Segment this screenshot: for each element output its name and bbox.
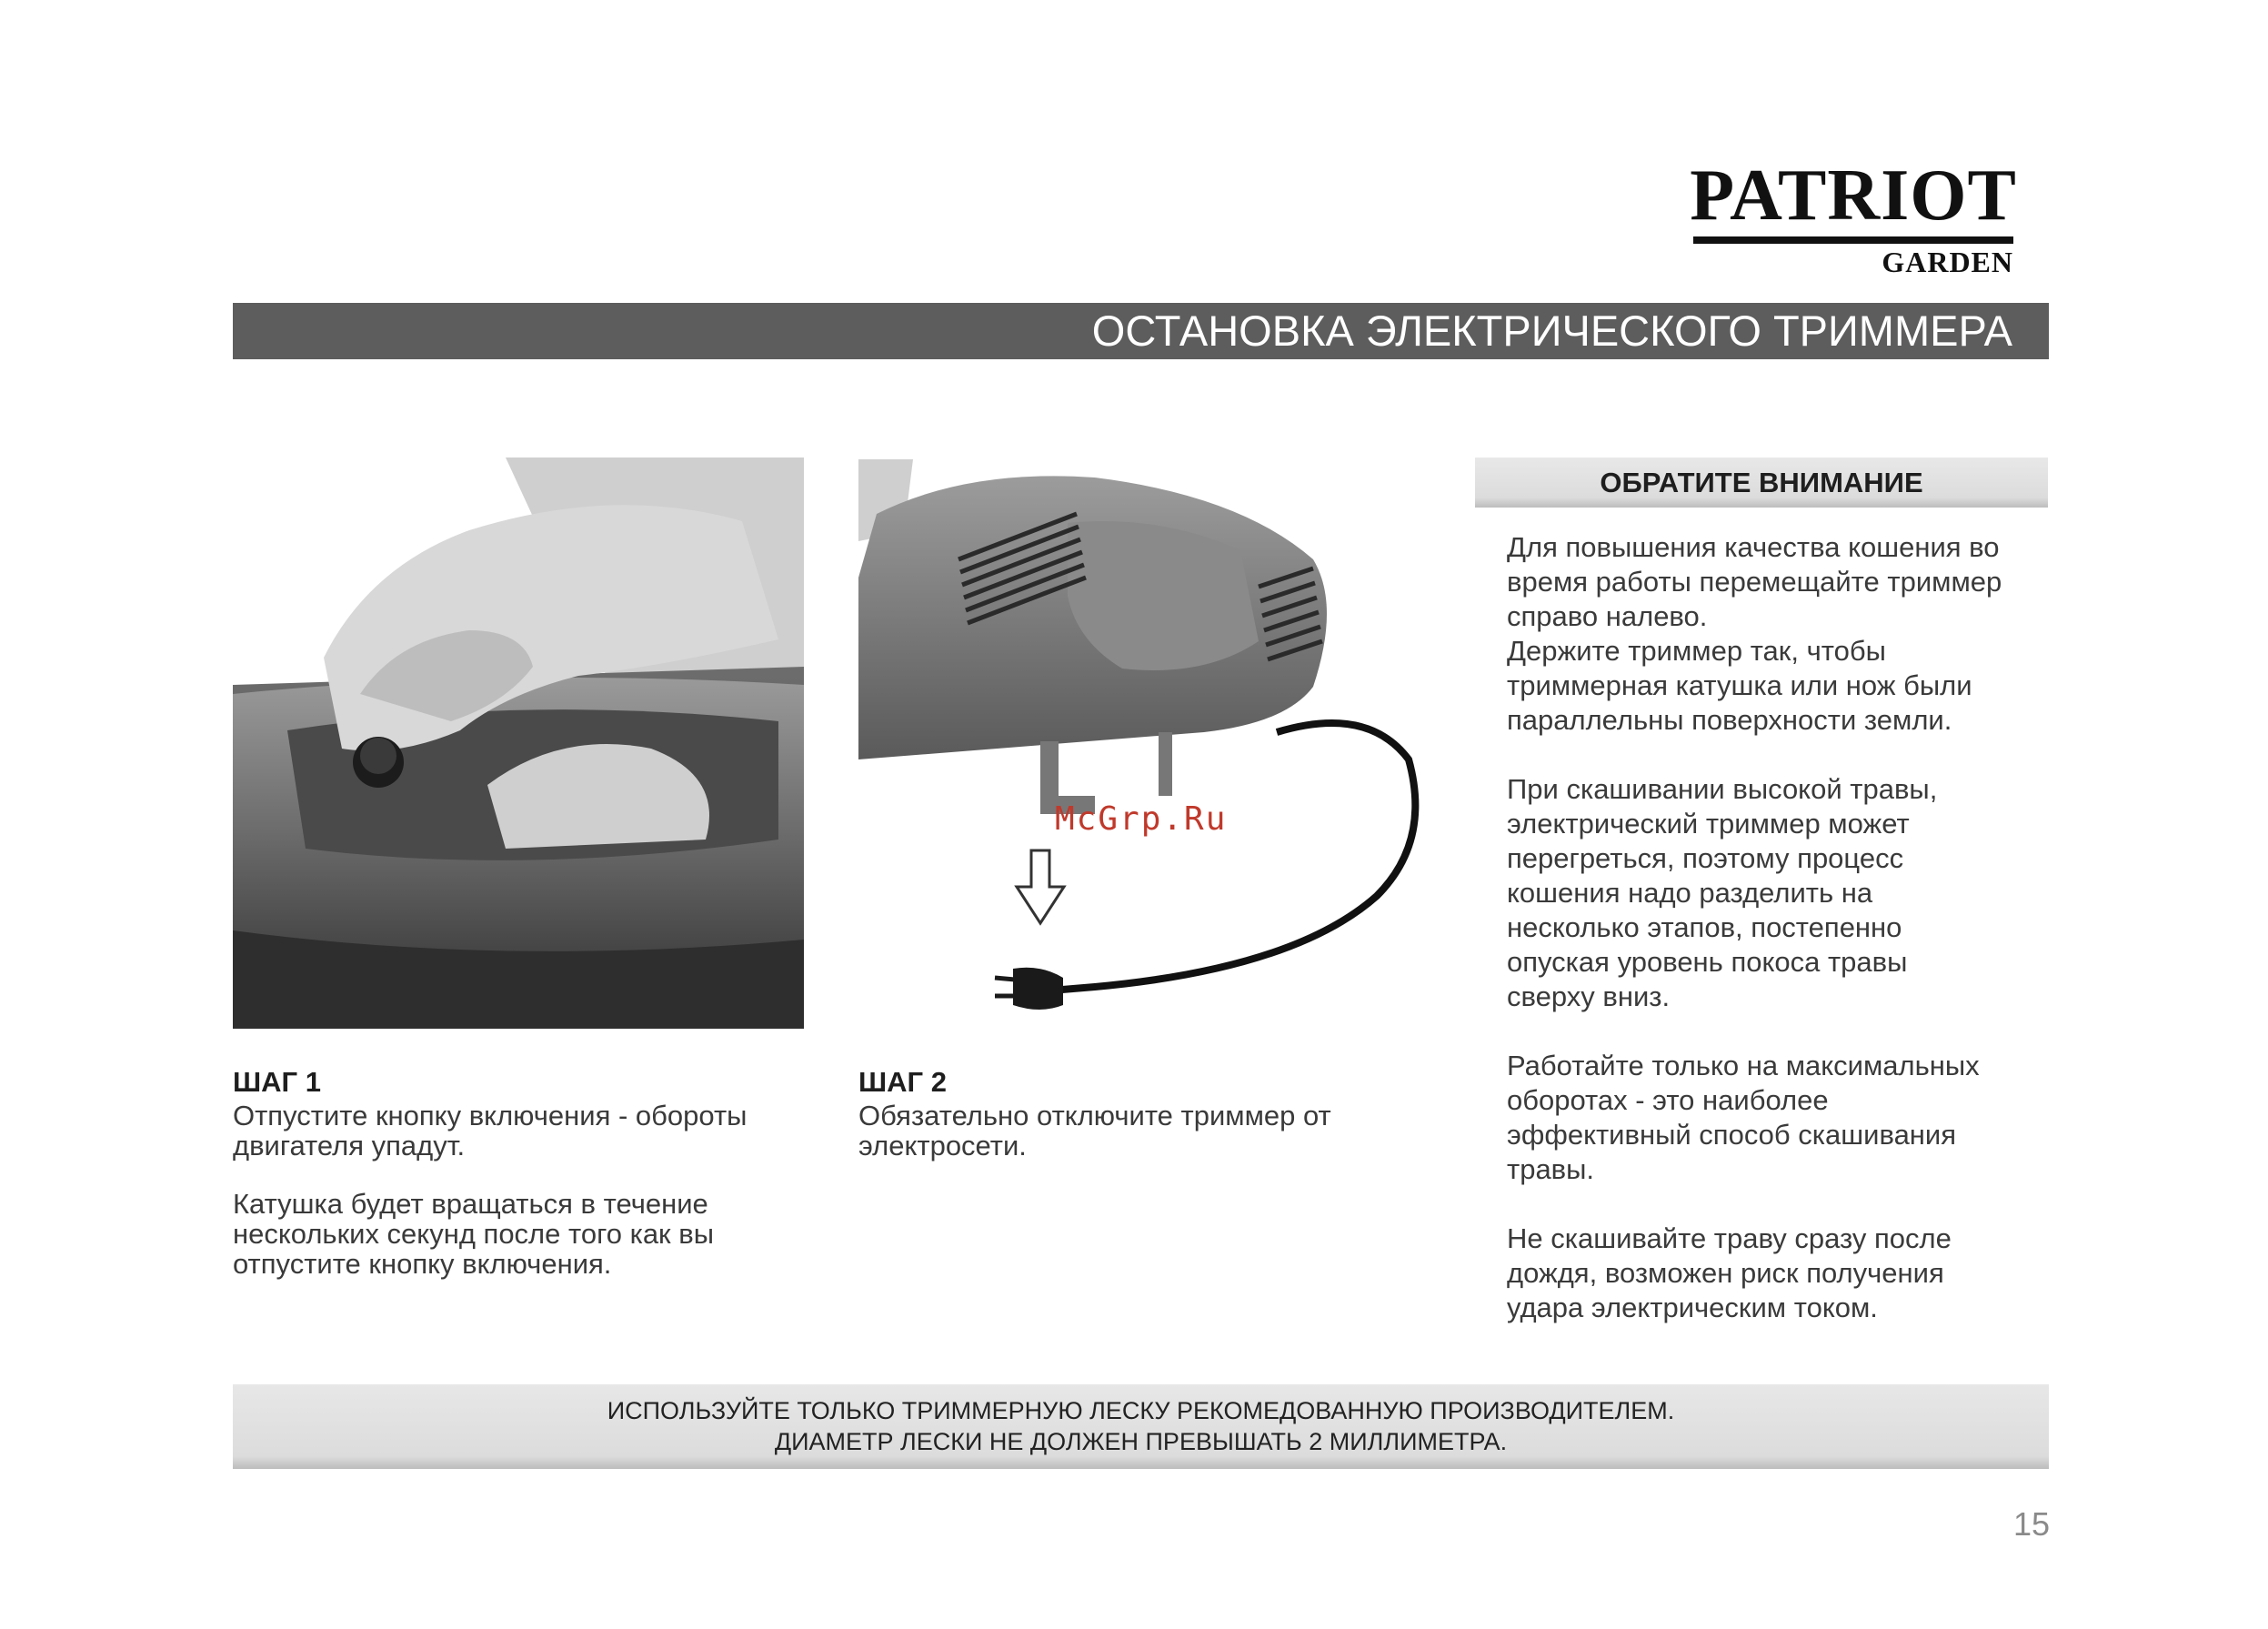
notice-line: несколько этапов, постепенно	[1507, 911, 1902, 943]
step2-text-line: Обязательно отключите триммер от	[858, 1100, 1331, 1131]
notice-line: При скашивании высокой травы,	[1507, 773, 1938, 805]
notice-paragraph-1	[1507, 530, 2052, 738]
notice-line: кошения надо разделить на	[1507, 877, 1873, 909]
notice-line: удара электрическим током.	[1507, 1292, 1878, 1323]
notice-line: Работайте только на максимальных	[1507, 1050, 1980, 1081]
bottom-warning-line-2: ДИАМЕТР ЛЕСКИ НЕ ДОЛЖЕН ПРЕВЫШАТЬ 2 МИЛЛИМЕТРА.	[774, 1428, 1508, 1455]
step2-heading: ШАГ 2	[858, 1066, 947, 1098]
notice-line: травы.	[1507, 1153, 1595, 1185]
photo-step2-unplug	[858, 459, 1422, 1019]
step1-block	[233, 1064, 824, 1279]
notice-line: триммерная катушка или нож были	[1507, 669, 1972, 701]
step1-text-line: Катушка будет вращаться в течение	[233, 1188, 708, 1220]
notice-line: сверху вниз.	[1507, 980, 1671, 1012]
step1-heading: ШАГ 1	[233, 1066, 321, 1098]
step1-text-line: отпустите кнопку включения.	[233, 1248, 612, 1280]
notice-line: Для повышения качества кошения во	[1507, 531, 2000, 563]
notice-line: справо налево.	[1507, 600, 1708, 632]
notice-paragraph-4	[1507, 1222, 2052, 1325]
step1-text-line: Отпустите кнопку включения - обороты	[233, 1100, 748, 1131]
notice-paragraph-3	[1507, 1049, 2052, 1187]
notice-line: электрический триммер может	[1507, 808, 1910, 840]
bottom-warning-line-1: ИСПОЛЬЗУЙТЕ ТОЛЬКО ТРИММЕРНУЮ ЛЕСКУ РЕКОМЕДОВАННУЮ ПРОИЗВОДИТЕЛЕМ.	[607, 1397, 1675, 1424]
notice-paragraph-2	[1507, 772, 2052, 1014]
logo-brand-text: PATRIOT	[1690, 156, 2017, 236]
notice-body	[1507, 530, 2052, 1360]
notice-line: Не скашивайте траву сразу после	[1507, 1222, 1952, 1254]
notice-line: параллельны поверхности земли.	[1507, 704, 1952, 736]
notice-header	[1475, 458, 2048, 508]
notice-line: оборотах - это наиболее	[1507, 1084, 1829, 1116]
bottom-warning-bar	[233, 1384, 2049, 1469]
step1-text-line: нескольких секунд после того как вы	[233, 1218, 714, 1250]
logo-rule	[1693, 236, 2013, 244]
step1-text-line: двигателя упадут.	[233, 1130, 466, 1161]
notice-line: опуская уровень покоса травы	[1507, 946, 1908, 978]
title-bar	[233, 303, 2049, 359]
logo-sub-text: GARDEN	[1882, 246, 2013, 278]
notice-line: перегреться, поэтому процесс	[1507, 842, 1904, 874]
watermark: McGrp.Ru	[1055, 800, 1228, 838]
page-number: 15	[2013, 1505, 2051, 1543]
notice-title: ОБРАТИТЕ ВНИМАНИЕ	[1600, 467, 1923, 498]
notice-line: эффективный способ скашивания	[1507, 1119, 1957, 1151]
page-title: ОСТАНОВКА ЭЛЕКТРИЧЕСКОГО ТРИММЕРА	[1091, 307, 2012, 355]
notice-line: Держите триммер так, чтобы	[1507, 635, 1886, 667]
step2-text-line: электросети.	[858, 1130, 1027, 1161]
notice-line: время работы перемещайте триммер	[1507, 566, 2002, 598]
photo-step1-release-button	[233, 458, 804, 1029]
brand-logo	[1690, 155, 2017, 278]
step2-block	[858, 1064, 1422, 1161]
notice-line: дождя, возможен риск получения	[1507, 1257, 1944, 1289]
